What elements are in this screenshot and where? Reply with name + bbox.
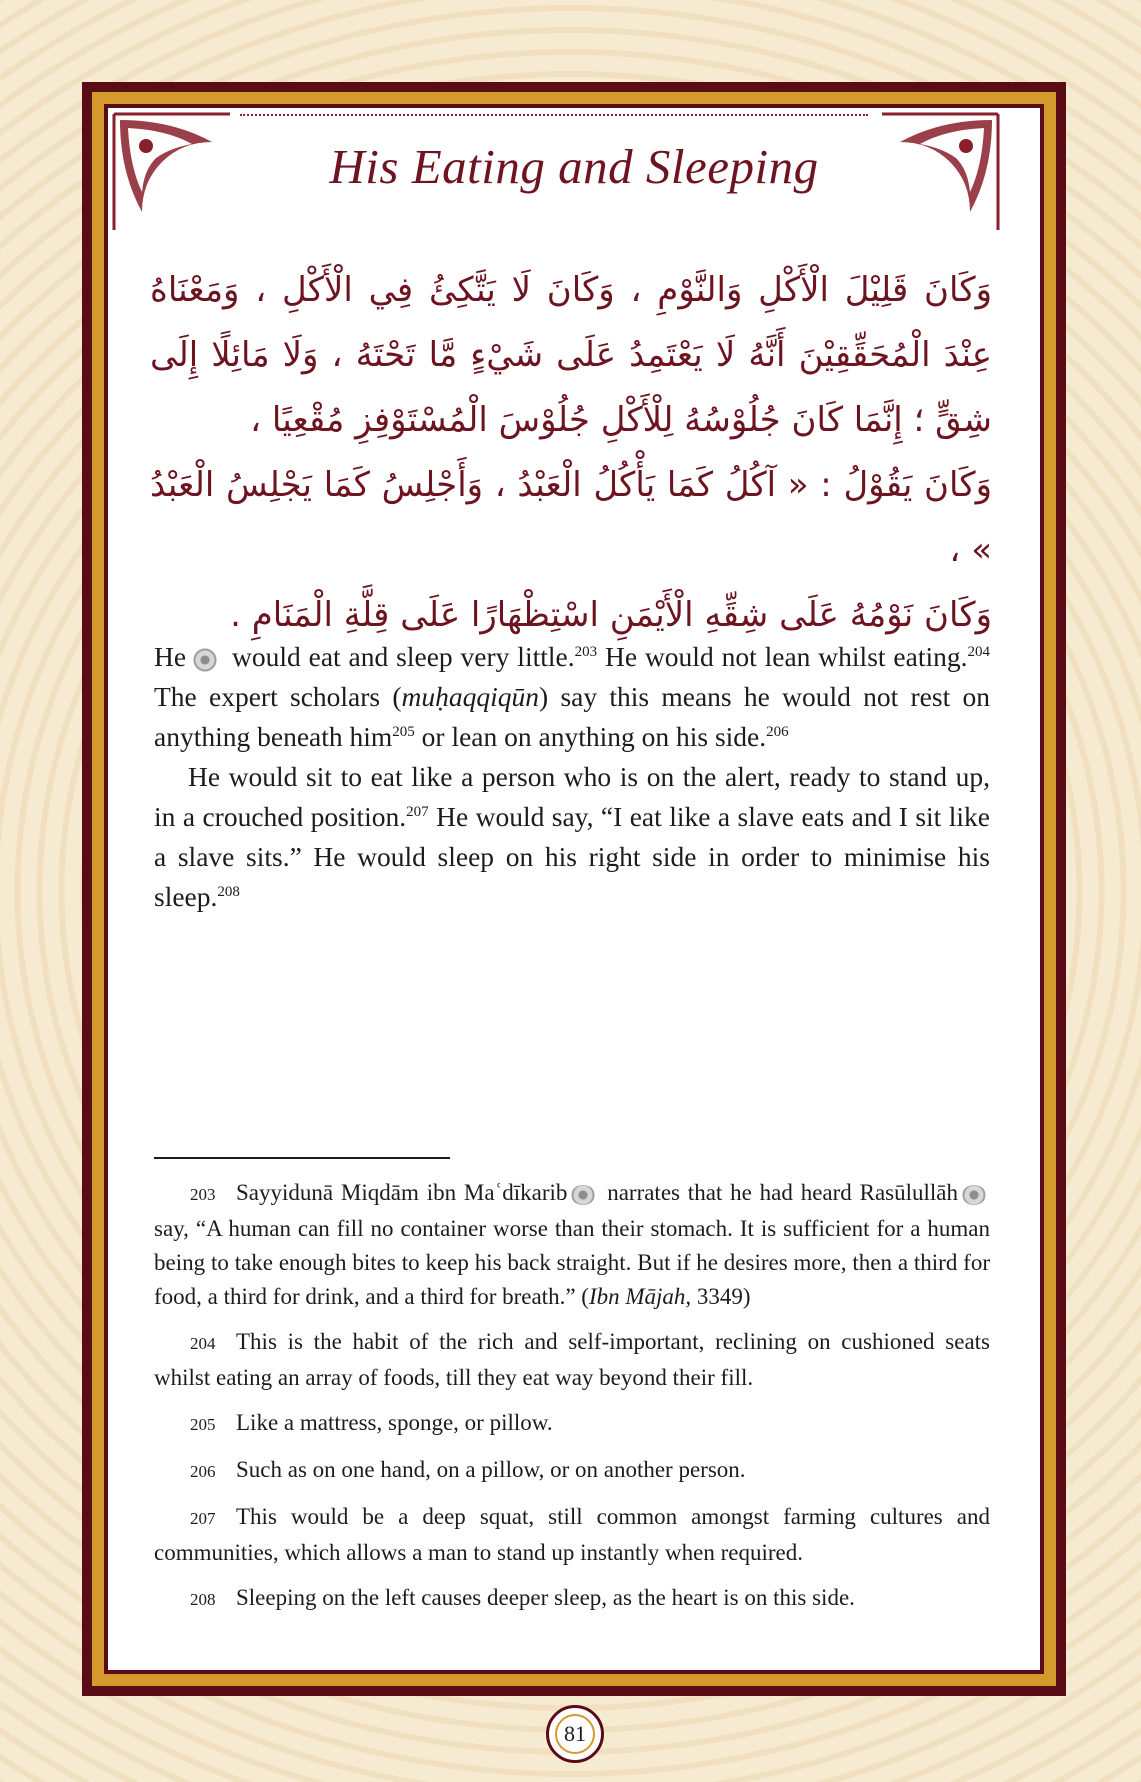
footnote-number: 207 (190, 1509, 216, 1528)
footnote-text: Sleeping on the left causes deeper sleep, as the heart is on this side. (236, 1585, 855, 1610)
footnote-text: Such as on one hand, on a pillow, or on another person. (236, 1457, 746, 1482)
footnote-number: 204 (190, 1334, 216, 1353)
arabic-line: وَكَانَ يَقُوْلُ : « آكُلُ كَمَا يَأْكُلُ الْعَبْدُ ، وَأَجْلِسُ كَمَا يَجْلِسُ الْعَبْدُ » ، (150, 465, 992, 570)
footnote-205 (154, 1406, 990, 1442)
text-run: He would not lean whilst eating. (597, 641, 968, 672)
footnote-number: 206 (190, 1462, 216, 1481)
text-run: or lean on anything on his side. (414, 721, 767, 752)
footnote-number: 205 (190, 1415, 216, 1434)
arabic-line: وَكَانَ نَوْمُهُ عَلَى شِقِّهِ الْأَيْمَنِ اسْتِظْهَارًا عَلَى قِلَّةِ الْمَنَامِ . (230, 595, 992, 635)
text-run: ) say this means he would not rest on anything beneath him (154, 681, 990, 752)
footnote-208 (154, 1581, 990, 1617)
footnote-text: This would be a deep squat, still common amongst farming cultures and communities, which allows a man to stand up instantly when required. (154, 1504, 990, 1565)
footnote-ref[interactable]: 204 (967, 643, 990, 660)
footnote-207 (154, 1500, 990, 1570)
transliterated-term: muḥaqqiqūn (401, 681, 540, 712)
arabic-line: وَكَانَ قَلِيْلَ الْأَكْلِ وَالنَّوْمِ ، وَكَانَ لَا يَتَّكِئُ فِي الْأَكْلِ ، وَمَعْنَاهُ عِنْدَ الْمُحَقِّقِيْنَ أَنَّهُ لَا يَعْتَمِدُ عَلَى شَيْءٍ مَّا تَحْتَهُ ، وَلَا مَائِلًا إِلَى شِقٍّ ؛ إِنَّمَا كَانَ جُلُوْسُهُ لِلْأَكْلِ جُلُوْسَ الْمُسْتَوْفِزِ مُقْعِيًا ، (150, 270, 992, 440)
footnote-ref[interactable]: 207 (406, 803, 429, 820)
salutation-icon (962, 1185, 986, 1205)
text-run: He would say, “I eat like a slave eats and I sit like a slave sits.” He would sleep on his right side in order to minimise his sleep. (154, 801, 990, 912)
footnote-ref[interactable]: 206 (766, 723, 789, 740)
english-translation (154, 637, 990, 917)
footnotes (154, 1176, 990, 1628)
text-run: He would sit to eat like a person who is on the alert, ready to stand up, in a crouched position. (154, 761, 990, 832)
page-number: 81 (555, 1714, 595, 1754)
footnote-ref[interactable]: 208 (217, 883, 240, 900)
text-run: narrates that he had heard Rasūlullāh (599, 1180, 958, 1205)
salutation-icon (571, 1185, 595, 1205)
footnote-number: 203 (190, 1185, 216, 1204)
top-decorative-rule (240, 114, 868, 124)
paragraph-2 (154, 757, 990, 917)
source-title: Ibn Mājah (588, 1284, 686, 1309)
footnote-text: This is the habit of the rich and self-important, reclining on cushioned seats whilst eating an array of foods, till they eat way beyond their fill. (154, 1329, 990, 1390)
salutation-icon (190, 648, 220, 672)
paragraph-1 (154, 637, 990, 757)
text-run: would eat and sleep very little. (224, 641, 575, 672)
footnote-206 (154, 1453, 990, 1489)
footnote-203 (154, 1176, 990, 1314)
footnote-number: 208 (190, 1590, 216, 1609)
footnote-ref[interactable]: 205 (392, 723, 415, 740)
page-number-badge (546, 1705, 604, 1763)
text-run: , 3349) (685, 1284, 751, 1309)
footnote-text: Like a mattress, sponge, or pillow. (236, 1410, 553, 1435)
footnote-204 (154, 1325, 990, 1395)
text-run: Sayyidunā Miqdām ibn Maʿdīkarib (236, 1180, 568, 1205)
text-run: say, “A human can fill no container worse than their stomach. It is sufficient for a human being to take enough bites to keep his back straight. But if he desires more, then a third for food, a third for drink, and a third for breath.” ( (154, 1216, 990, 1309)
footnote-separator (154, 1157, 450, 1159)
text-run: The expert scholars ( (154, 681, 402, 712)
text-run: He (154, 641, 187, 672)
arabic-text-block (150, 258, 992, 648)
page-title: His Eating and Sleeping (329, 139, 819, 194)
footnote-ref[interactable]: 203 (574, 643, 598, 660)
